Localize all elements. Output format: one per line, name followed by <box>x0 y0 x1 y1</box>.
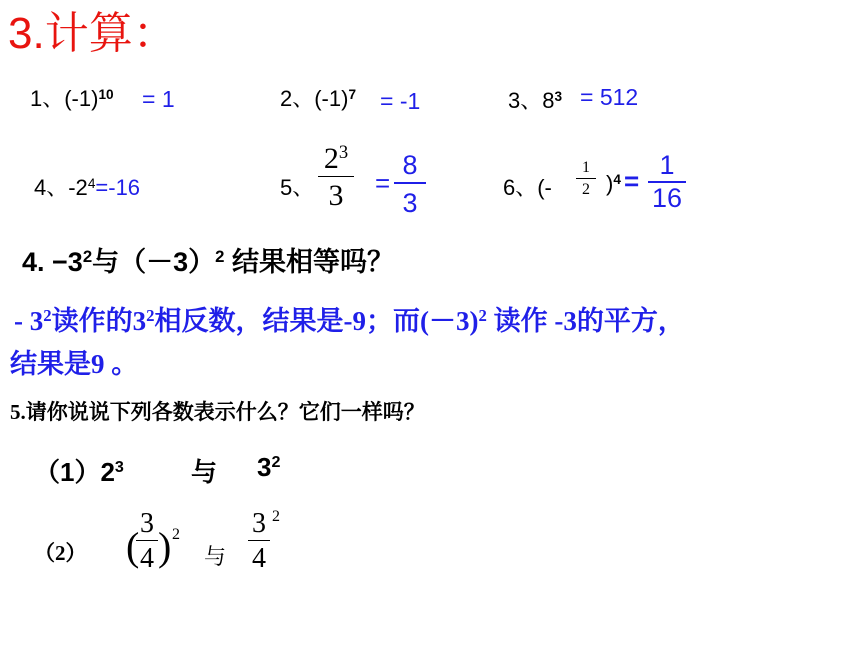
sub2-fraction-2 <box>248 510 270 573</box>
sub2-label: （2） <box>34 541 87 565</box>
question-4 <box>22 240 394 279</box>
item-6-close <box>606 171 621 197</box>
item-6-fraction-bar <box>576 178 596 179</box>
item-3-label: 3、8 <box>508 88 555 113</box>
sub2-exponent: 2 <box>172 526 180 543</box>
item-5-result-denominator: 3 <box>402 188 418 218</box>
title-text: 计算： <box>44 9 177 58</box>
answer-part-2: 读作的3 <box>51 306 147 336</box>
item-6-result-numerator: 1 <box>659 150 675 180</box>
item-4-exponent: 4 <box>87 175 96 191</box>
item-5-equals: = <box>375 168 391 198</box>
sub2-numerator-2: 3 <box>252 508 266 539</box>
sub2-denominator-2: 4 <box>252 543 266 574</box>
item-6-fraction <box>576 160 596 198</box>
item-6-exponent: 4 <box>613 171 621 187</box>
sub1-with: 与 <box>191 457 218 487</box>
item-5-result-numerator: 8 <box>402 150 418 180</box>
sub-question-1 <box>34 452 124 489</box>
answer-exp-1: 2 <box>43 305 52 325</box>
item-5-denominator: 3 <box>328 179 344 212</box>
slide-title <box>8 8 177 60</box>
item-5-result-bar <box>394 182 426 184</box>
q4-label: 4. −3 <box>22 247 83 277</box>
item-4 <box>34 171 140 202</box>
item-5-numerator: $2^3$ <box>323 141 349 175</box>
sub2-close-paren: ) <box>158 524 172 569</box>
answer-line-2: 结果是9 。 <box>10 349 139 379</box>
item-3-result: = 512 <box>580 84 639 110</box>
answer-part-3: 相反数，结果是-9；而(－3) <box>154 306 479 336</box>
q4-tail: 结果相等吗？ <box>224 247 394 277</box>
item-5-result-fraction <box>394 152 426 217</box>
item-4-result: =-16 <box>95 175 141 200</box>
item-3 <box>508 84 562 115</box>
item-2-exponent: 7 <box>348 86 357 102</box>
item-3-exponent: 3 <box>554 88 563 104</box>
sub2-fraction <box>136 510 158 573</box>
sub1-label: （1）2 <box>34 457 115 487</box>
item-1-exponent: 10 <box>98 86 114 102</box>
q4-exp-2: 2 <box>215 246 225 266</box>
title-number: 3. <box>8 9 45 58</box>
sub2-fraction-bar <box>136 540 158 541</box>
sub1-base-2: 3 <box>257 452 272 482</box>
answer-exp-3: 2 <box>478 305 487 325</box>
sub1-exp-2: 2 <box>271 453 281 472</box>
item-6-result-denominator: 16 <box>651 183 683 213</box>
sub2-fraction-bar-2 <box>248 540 270 541</box>
question-5: 5.请你说说下列各数表示什么？它们一样吗？ <box>10 400 425 424</box>
item-1 <box>30 82 114 113</box>
answer-exp-2: 2 <box>146 305 155 325</box>
item-6-close-paren: ) <box>606 171 614 196</box>
item-1-label: 1、(-1) <box>30 86 99 111</box>
item-4-label: 4、-2 <box>34 175 88 200</box>
item-2-result: = -1 <box>380 88 421 114</box>
item-5-label: 5、 <box>280 175 315 200</box>
answer-line-1 <box>14 299 685 338</box>
item-6-denominator: 2 <box>582 181 590 198</box>
answer-part-4: 读作 -3的平方， <box>486 306 685 336</box>
sub2-numerator-2-exp: 2 <box>272 508 280 525</box>
item-6-result-fraction <box>648 152 686 212</box>
item-6-label: 6、(- <box>503 175 552 200</box>
item-2-label: 2、(-1) <box>280 86 349 111</box>
sub2-numerator: 3 <box>140 508 154 539</box>
sub2-with: 与 <box>204 544 227 569</box>
item-6-numerator: 1 <box>582 159 590 176</box>
sub2-denominator: 4 <box>140 543 154 574</box>
sub1-term-2 <box>257 452 280 483</box>
item-2 <box>280 82 356 113</box>
item-5-fraction <box>318 141 354 212</box>
answer-part-1: - 3 <box>14 306 44 336</box>
item-6-equals: = <box>624 166 640 196</box>
q4-exp-1: 2 <box>82 246 93 266</box>
q4-mid: 与（－3） <box>92 247 216 277</box>
item-5-fraction-bar <box>318 176 354 177</box>
sub1-exp-1: 3 <box>114 458 124 477</box>
item-5-numerator-exp: 3 <box>338 141 349 163</box>
item-1-result: = 1 <box>142 86 175 112</box>
sub2-open-paren: ( <box>126 524 140 569</box>
